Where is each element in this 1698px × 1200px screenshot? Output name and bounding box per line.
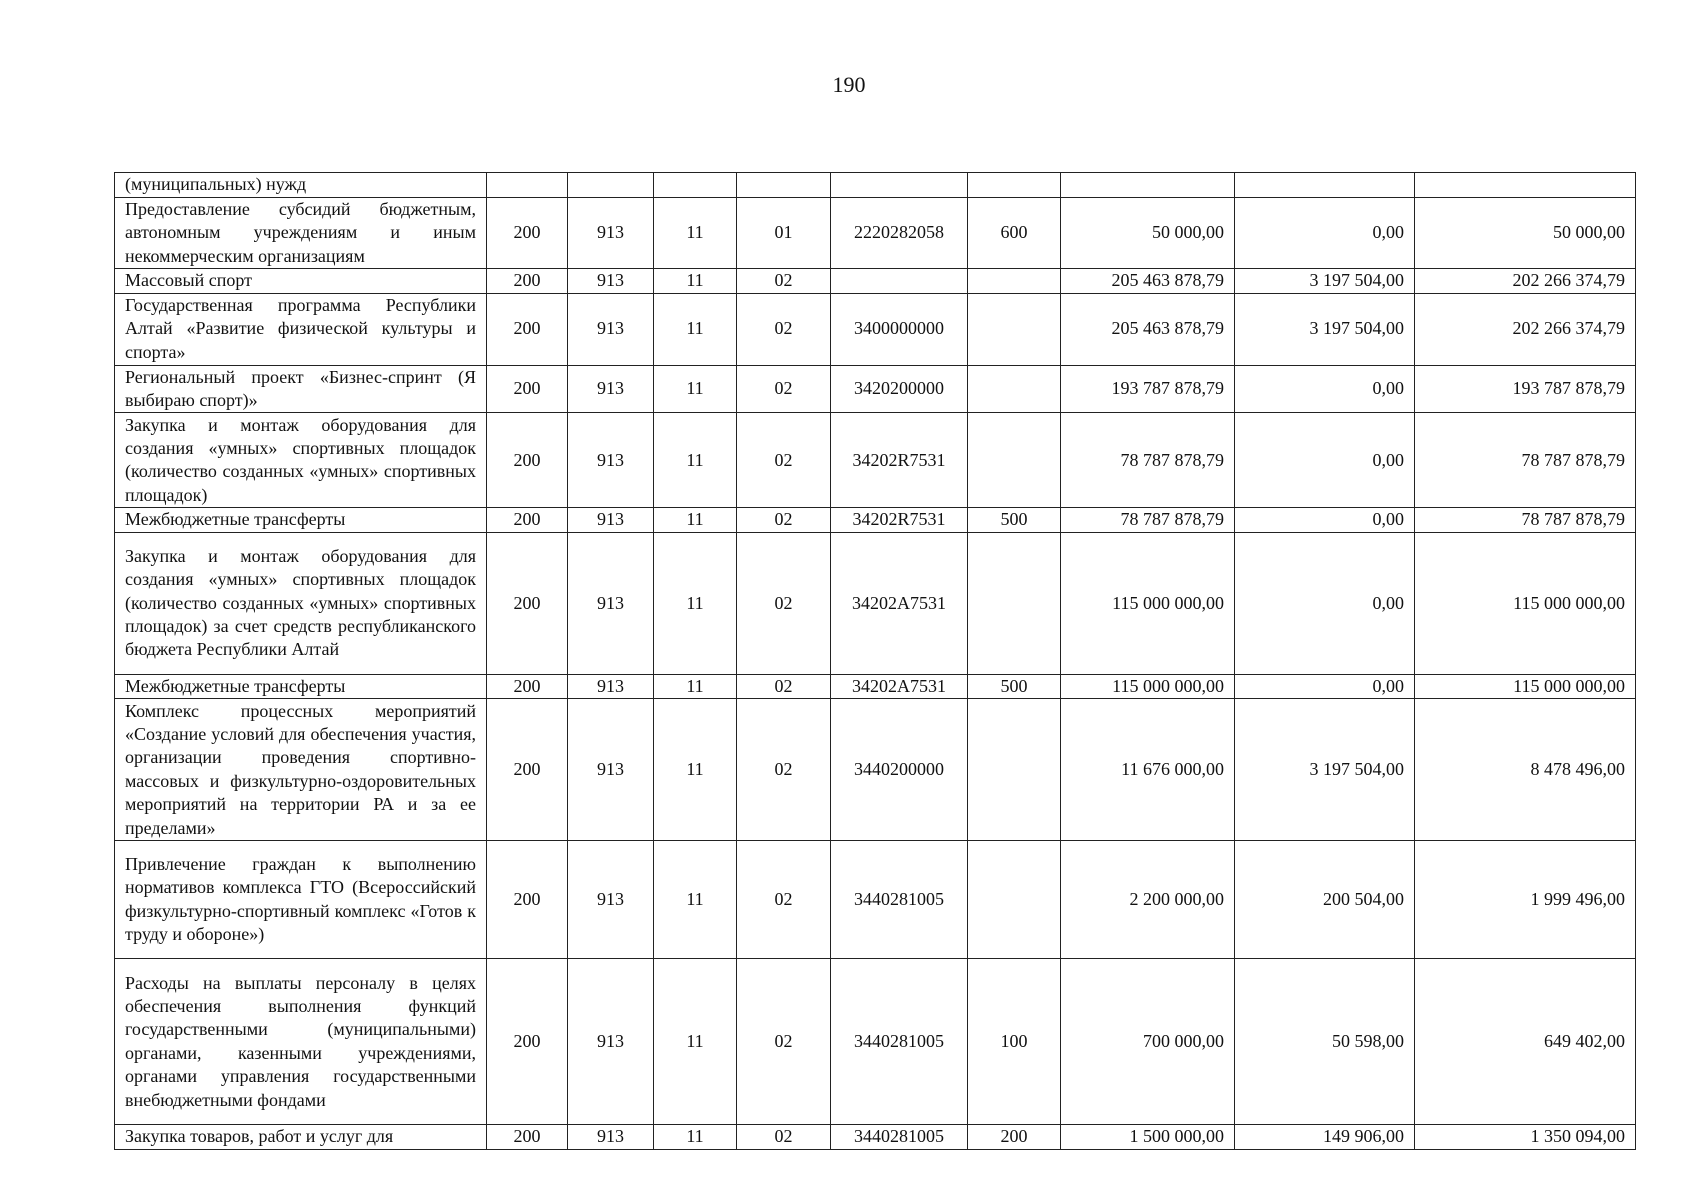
cell-amount-change: 3 197 504,00 [1235, 293, 1415, 365]
table-body [115, 173, 1636, 1150]
cell-amount-change: 0,00 [1235, 532, 1415, 674]
row-description: Предоставление субсидий бюджетным, автономным учреждениям и иным некоммерческим организациям [115, 198, 487, 269]
cell-ministry-code: 913 [568, 959, 654, 1125]
cell-section: 11 [654, 293, 737, 365]
cell-target-article: 34202R7531 [831, 413, 968, 508]
cell-target-article: 34202A7531 [831, 532, 968, 674]
cell-subsection: 02 [737, 365, 831, 413]
cell-admin-code: 200 [487, 532, 568, 674]
cell-admin-code [487, 173, 568, 198]
cell-amount-change: 0,00 [1235, 413, 1415, 508]
cell-amount-total: 50 000,00 [1415, 198, 1636, 269]
cell-target-article [831, 173, 968, 198]
cell-expense-type: 500 [968, 674, 1061, 698]
cell-amount-planned: 205 463 878,79 [1061, 269, 1235, 293]
cell-target-article: 34202A7531 [831, 674, 968, 698]
cell-section: 11 [654, 959, 737, 1125]
row-description: Межбюджетные трансферты [115, 508, 487, 532]
cell-expense-type [968, 841, 1061, 959]
cell-amount-planned: 205 463 878,79 [1061, 293, 1235, 365]
cell-admin-code: 200 [487, 198, 568, 269]
row-description: Государственная программа Республики Алтай «Развитие физической культуры и спорта» [115, 293, 487, 365]
cell-ministry-code [568, 173, 654, 198]
cell-expense-type [968, 269, 1061, 293]
cell-amount-change: 3 197 504,00 [1235, 269, 1415, 293]
cell-subsection: 02 [737, 269, 831, 293]
cell-amount-planned: 78 787 878,79 [1061, 413, 1235, 508]
cell-amount-total: 115 000 000,00 [1415, 532, 1636, 674]
cell-expense-type [968, 532, 1061, 674]
cell-ministry-code: 913 [568, 269, 654, 293]
cell-amount-planned: 115 000 000,00 [1061, 674, 1235, 698]
table-row [115, 699, 1636, 841]
cell-ministry-code: 913 [568, 699, 654, 841]
cell-amount-planned [1061, 173, 1235, 198]
cell-amount-total [1415, 173, 1636, 198]
cell-target-article: 3400000000 [831, 293, 968, 365]
cell-subsection: 02 [737, 532, 831, 674]
row-description: Комплекс процессных мероприятий «Создание условий для обеспечения участия, организации проведения спортивно-массовых и физкультурно-оздоровительных мероприятий на территории РА и за ее пределами» [115, 699, 487, 841]
row-description: Межбюджетные трансферты [115, 674, 487, 698]
cell-target-article: 34202R7531 [831, 508, 968, 532]
cell-section: 11 [654, 413, 737, 508]
table-row [115, 365, 1636, 413]
cell-section: 11 [654, 1125, 737, 1149]
cell-section: 11 [654, 508, 737, 532]
cell-subsection: 01 [737, 198, 831, 269]
cell-ministry-code: 913 [568, 365, 654, 413]
cell-expense-type [968, 293, 1061, 365]
cell-amount-change: 50 598,00 [1235, 959, 1415, 1125]
table-row [115, 198, 1636, 269]
page-number: 190 [832, 72, 866, 97]
table-row [115, 293, 1636, 365]
cell-expense-type [968, 699, 1061, 841]
cell-amount-total: 202 266 374,79 [1415, 293, 1636, 365]
cell-target-article [831, 269, 968, 293]
table-row [115, 173, 1636, 198]
row-description: Привлечение граждан к выполнению нормативов комплекса ГТО (Всероссийский физкультурно-спортивный комплекс «Готов к труду и обороне») [115, 841, 487, 959]
cell-subsection: 02 [737, 699, 831, 841]
row-description: (муниципальных) нужд [115, 173, 487, 198]
cell-admin-code: 200 [487, 674, 568, 698]
cell-admin-code: 200 [487, 365, 568, 413]
row-description: Закупка и монтаж оборудования для создания «умных» спортивных площадок (количество созданных «умных» спортивных площадок) за счет средств республиканского бюджета Республики Алтай [115, 532, 487, 674]
cell-expense-type [968, 413, 1061, 508]
cell-amount-change: 3 197 504,00 [1235, 699, 1415, 841]
cell-amount-planned: 11 676 000,00 [1061, 699, 1235, 841]
cell-amount-planned: 193 787 878,79 [1061, 365, 1235, 413]
row-description: Расходы на выплаты персоналу в целях обеспечения выполнения функций государственными (муниципальными) органами, казенными учреждениями, органами управления государственными внебюджетными фондами [115, 959, 487, 1125]
cell-section: 11 [654, 365, 737, 413]
cell-amount-total: 78 787 878,79 [1415, 508, 1636, 532]
cell-ministry-code: 913 [568, 532, 654, 674]
row-description: Закупка товаров, работ и услуг для [115, 1125, 487, 1149]
cell-subsection: 02 [737, 959, 831, 1125]
cell-target-article: 3440200000 [831, 699, 968, 841]
cell-section [654, 173, 737, 198]
cell-expense-type: 500 [968, 508, 1061, 532]
cell-admin-code: 200 [487, 293, 568, 365]
table-row [115, 959, 1636, 1125]
row-description: Массовый спорт [115, 269, 487, 293]
cell-amount-total: 193 787 878,79 [1415, 365, 1636, 413]
cell-expense-type [968, 365, 1061, 413]
cell-ministry-code: 913 [568, 413, 654, 508]
cell-section: 11 [654, 269, 737, 293]
table-row [115, 532, 1636, 674]
cell-ministry-code: 913 [568, 841, 654, 959]
cell-amount-planned: 2 200 000,00 [1061, 841, 1235, 959]
cell-amount-total: 8 478 496,00 [1415, 699, 1636, 841]
cell-amount-total: 1 350 094,00 [1415, 1125, 1636, 1149]
row-description: Региональный проект «Бизнес-спринт (Я выбираю спорт)» [115, 365, 487, 413]
cell-amount-planned: 115 000 000,00 [1061, 532, 1235, 674]
cell-section: 11 [654, 532, 737, 674]
table-row [115, 841, 1636, 959]
cell-section: 11 [654, 674, 737, 698]
cell-subsection [737, 173, 831, 198]
cell-section: 11 [654, 198, 737, 269]
cell-amount-planned: 50 000,00 [1061, 198, 1235, 269]
cell-admin-code: 200 [487, 269, 568, 293]
cell-admin-code: 200 [487, 1125, 568, 1149]
cell-target-article: 3420200000 [831, 365, 968, 413]
cell-amount-change: 0,00 [1235, 508, 1415, 532]
cell-admin-code: 200 [487, 508, 568, 532]
cell-target-article: 2220282058 [831, 198, 968, 269]
cell-admin-code: 200 [487, 959, 568, 1125]
cell-target-article: 3440281005 [831, 1125, 968, 1149]
cell-admin-code: 200 [487, 413, 568, 508]
cell-ministry-code: 913 [568, 508, 654, 532]
cell-amount-total: 202 266 374,79 [1415, 269, 1636, 293]
table-row [115, 508, 1636, 532]
cell-amount-total: 115 000 000,00 [1415, 674, 1636, 698]
table-row [115, 269, 1636, 293]
cell-subsection: 02 [737, 508, 831, 532]
cell-amount-change: 200 504,00 [1235, 841, 1415, 959]
cell-amount-planned: 700 000,00 [1061, 959, 1235, 1125]
cell-admin-code: 200 [487, 699, 568, 841]
cell-amount-change [1235, 173, 1415, 198]
cell-amount-total: 1 999 496,00 [1415, 841, 1636, 959]
cell-target-article: 3440281005 [831, 959, 968, 1125]
table-row [115, 674, 1636, 698]
cell-amount-planned: 1 500 000,00 [1061, 1125, 1235, 1149]
cell-target-article: 3440281005 [831, 841, 968, 959]
cell-expense-type: 100 [968, 959, 1061, 1125]
cell-expense-type [968, 173, 1061, 198]
cell-amount-change: 0,00 [1235, 198, 1415, 269]
budget-table [114, 172, 1636, 1150]
cell-ministry-code: 913 [568, 1125, 654, 1149]
cell-admin-code: 200 [487, 841, 568, 959]
cell-amount-planned: 78 787 878,79 [1061, 508, 1235, 532]
cell-ministry-code: 913 [568, 674, 654, 698]
cell-subsection: 02 [737, 413, 831, 508]
cell-amount-change: 149 906,00 [1235, 1125, 1415, 1149]
cell-expense-type: 600 [968, 198, 1061, 269]
cell-subsection: 02 [737, 841, 831, 959]
cell-expense-type: 200 [968, 1125, 1061, 1149]
cell-section: 11 [654, 841, 737, 959]
row-description: Закупка и монтаж оборудования для создания «умных» спортивных площадок (количество созданных «умных» спортивных площадок) [115, 413, 487, 508]
cell-subsection: 02 [737, 1125, 831, 1149]
cell-amount-total: 78 787 878,79 [1415, 413, 1636, 508]
table-row [115, 413, 1636, 508]
table-row [115, 1125, 1636, 1149]
cell-amount-change: 0,00 [1235, 674, 1415, 698]
cell-subsection: 02 [737, 674, 831, 698]
cell-ministry-code: 913 [568, 198, 654, 269]
cell-amount-total: 649 402,00 [1415, 959, 1636, 1125]
cell-amount-change: 0,00 [1235, 365, 1415, 413]
cell-subsection: 02 [737, 293, 831, 365]
cell-ministry-code: 913 [568, 293, 654, 365]
cell-section: 11 [654, 699, 737, 841]
